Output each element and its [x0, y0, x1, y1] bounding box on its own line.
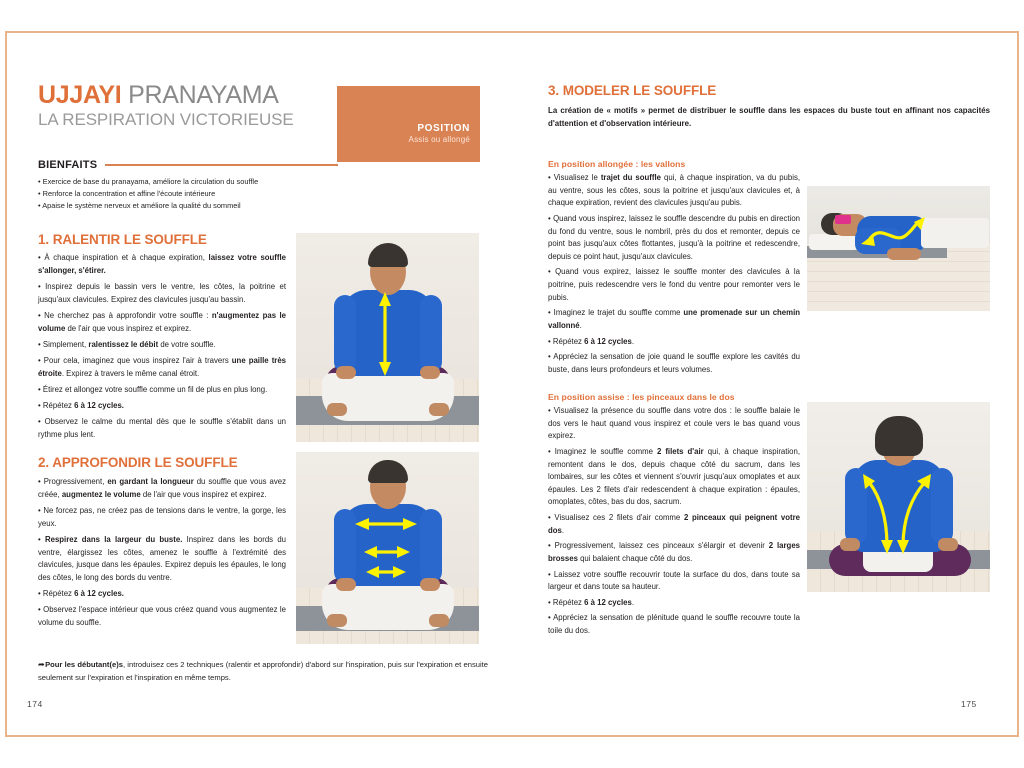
position-badge: [337, 86, 480, 162]
paragraph: • Répétez 6 à 12 cycles.: [548, 597, 634, 607]
list-item: • Apaise le système nerveux et améliore la qualité du sommeil: [38, 200, 241, 210]
paragraph: • Répétez 6 à 12 cycles.: [38, 589, 124, 599]
paragraph: • Pour cela, imaginez que vous inspirez l'air à travers une paille très étroite. Expirez à travers le même canal étroit.: [38, 355, 286, 378]
paragraph: • Progressivement, laissez ces pinceaux s'élargir et devenir 2 larges brosses qui balaient chaque côté du dos.: [548, 541, 800, 563]
page-subtitle: LA RESPIRATION VICTORIEUSE: [38, 110, 294, 130]
page-title: [38, 82, 328, 130]
note-arrow-icon: ➦: [38, 660, 46, 669]
paragraph: • Observez le calme du mental dès que le souffle s'établit dans un rythme plus lent.: [38, 417, 286, 439]
beginners-note: [38, 659, 488, 684]
photo-supine-wave-arrow: [807, 186, 990, 311]
list-item: • Renforce la concentration et affine l'écoute intérieure: [38, 188, 216, 198]
list-item: • Exercice de base du pranayama, améliore la circulation du souffle: [38, 177, 259, 186]
arrow-overlay-horizontal: [296, 452, 479, 644]
folio-left: 174: [27, 699, 43, 709]
paragraph: • Visualisez la présence du souffle dans votre dos : le souffle balaie le dos vers le haut quand vous inspirez et coule vers le bas quand vous expirez.: [548, 406, 800, 441]
benefits-list: [38, 176, 338, 212]
paragraph: • Répétez 6 à 12 cycles.: [548, 336, 634, 346]
paragraph: • Appréciez la sensation de joie quand le souffle explore les cavités du buste, dans leurs profondeurs et leurs volumes.: [548, 352, 800, 374]
paragraph: • Simplement, ralentissez le débit de votre souffle.: [38, 339, 216, 349]
paragraph: • Quand vous inspirez, laissez le souffle descendre du pubis en direction du fond du ventre, sous le nombril, près du dos et remonter, depuis ce point bas jusqu'aux côtes flottantes, jusqu'à la poitrine et redescendre, depuis ce point haut, jusqu'aux clavicules.: [548, 213, 800, 261]
paragraph: • Respirez dans la largeur du buste. Inspirez dans les bords du ventre, élargissez les côtes, amenez le souffle à l'extrémité des clavicules, jusque dans les épaules. Expirez depuis les épaules, le long des côtes, le long des bords du ventre.: [38, 534, 286, 582]
paragraph: • Observez l'espace intérieur que vous créez quand vous augmentez le volume du souffle.: [38, 605, 286, 628]
section2-heading: 2. APPROFONDIR LE SOUFFLE: [38, 455, 238, 470]
benefits-heading-row: [38, 159, 338, 171]
paragraph: • Appréciez la sensation de plénitude quand le souffle recouvre toute la toile du dos.: [548, 613, 800, 635]
section1-heading: 1. RALENTIR LE SOUFFLE: [38, 232, 207, 247]
benefits-heading: BIENFAITS: [38, 159, 98, 171]
paragraph: • À chaque inspiration et à chaque expiration, laissez votre souffle s'allonger, s'étirer.: [38, 253, 286, 275]
paragraph: • Imaginez le souffle comme 2 filets d'air qui, à chaque inspiration, remontent dans le dos, depuis chaque côté du sacrum, dans les lombaires, sur les côtes et viennent s'ouvrir jusqu'aux omoplates et aux épaules. Les 2 filets d'air redescendent à chaque expiration : épaules, omoplates, côtes, bas du dos, sacrum.: [548, 446, 800, 507]
subsection-b-heading: En position assise : les pinceaux dans le dos: [548, 392, 735, 402]
paragraph: • Visualisez le trajet du souffle qui, à chaque inspiration, va du pubis, au ventre, sous les côtes, sous la poitrine et jusqu'aux clavicules et, à chaque expiration, revient des clavicules jusqu'au pubis.: [548, 173, 801, 208]
note-text: Pour les débutant(e)s, introduisez ces 2 techniques (ralentir et approfondir) d'abord sur l'inspiration, puis sur l'expiration et ensuite seulement sur l'expiration et l'inspiration en même temps.: [38, 660, 488, 682]
subsection-a-body: [548, 172, 800, 379]
arrow-overlay-wave: [807, 186, 990, 311]
arrow-overlay-brushes: [807, 402, 990, 592]
photo-seated-front-vertical-arrow: [296, 233, 479, 442]
position-label: POSITION: [417, 123, 470, 134]
paragraph: • Visualisez ces 2 filets d'air comme 2 pinceaux qui peignent votre dos.: [548, 513, 800, 535]
section3-intro: La création de « motifs » permet de distribuer le souffle dans les espaces du buste tout en affinant nos capacités d'attention et d'observation intérieure.: [548, 106, 990, 128]
position-value: Assis ou allongé: [408, 135, 470, 144]
paragraph: • Répétez 6 à 12 cycles.: [38, 401, 124, 411]
title-bold: UJJAYI: [38, 81, 122, 109]
folio-right: 175: [961, 699, 977, 709]
paragraph: • Laissez votre souffle recouvrir toute la surface du dos, dans toute sa largeur et dans toute sa hauteur.: [548, 569, 800, 592]
paragraph: • Ne forcez pas, ne créez pas de tensions dans le ventre, la gorge, les yeux.: [38, 505, 286, 528]
section1-body: [38, 252, 286, 445]
paragraph: • Ne cherchez pas à approfondir votre souffle : n'augmentez pas le volume de l'air que vous inspirez et expirez.: [38, 310, 286, 333]
arrow-overlay-vertical: [296, 233, 479, 442]
section3-heading: 3. MODELER LE SOUFFLE: [548, 83, 717, 98]
paragraph: • Quand vous expirez, laissez le souffle monter des clavicules à la poitrine, puis redescendre vers le fond du ventre pour remonter vers le pubis.: [548, 267, 800, 302]
subsection-a-heading: En position allongée : les vallons: [548, 159, 686, 169]
photo-seated-back-brush-arrows: [807, 402, 990, 592]
photo-seated-front-horizontal-arrows: [296, 452, 479, 644]
title-light: PRANAYAMA: [121, 81, 279, 109]
paragraph: • Progressivement, en gardant la longueur du souffle que vous avez créée, augmentez le volume de l'air que vous inspirez et expirez.: [38, 477, 286, 499]
section2-body: [38, 476, 286, 633]
subsection-b-body: [548, 405, 800, 641]
paragraph: • Inspirez depuis le bassin vers le ventre, les côtes, la poitrine et jusqu'aux clavicules. Expirez des clavicules jusqu'au bassin.: [38, 281, 286, 304]
paragraph: • Étirez et allongez votre souffle comme un fil de plus en plus long.: [38, 384, 268, 394]
benefits-rule: [105, 164, 338, 166]
paragraph: • Imaginez le trajet du souffle comme une promenade sur un chemin vallonné.: [548, 308, 800, 330]
